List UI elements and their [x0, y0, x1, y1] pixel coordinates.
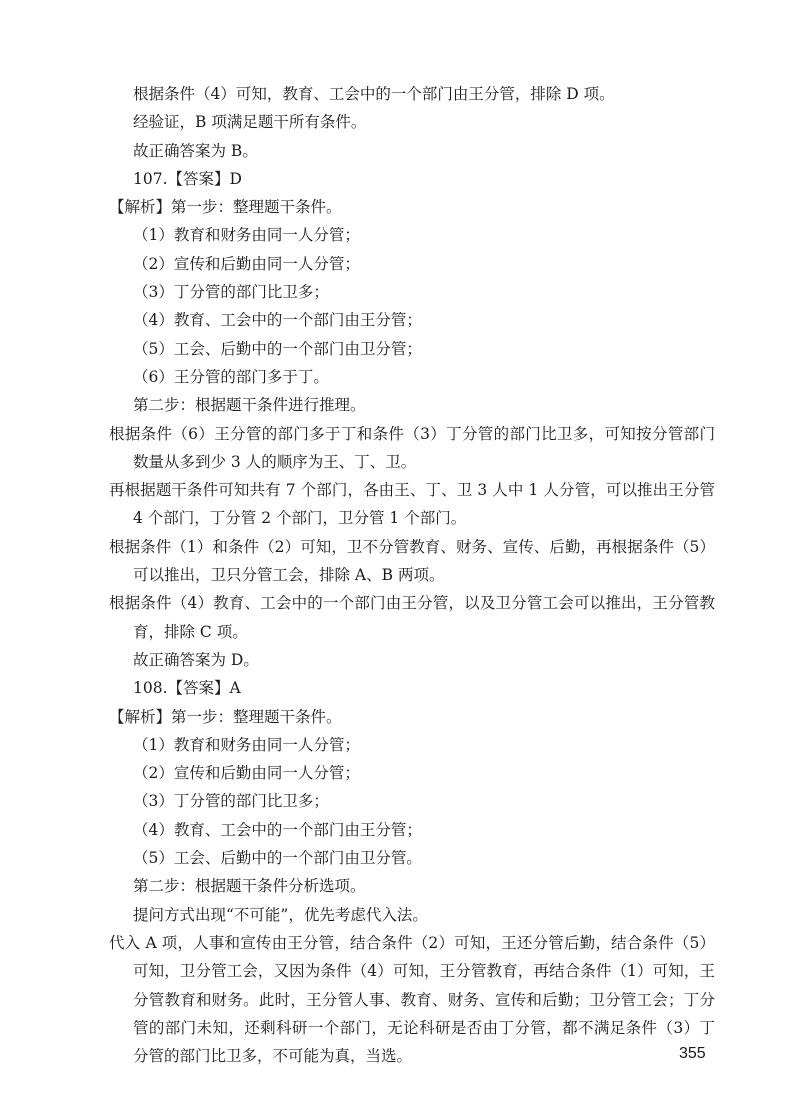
reasoning-107-4: 根据条件（4）教育、工会中的一个部门由王分管，以及卫分管工会可以推出，王分管教育，排除 C 项。	[109, 594, 715, 641]
paragraph-2: 经验证，B 项满足题干所有条件。	[133, 113, 367, 132]
answer-107-heading: 107.【答案】D	[133, 169, 242, 188]
paragraph-1: 根据条件（4）可知，教育、工会中的一个部门由王分管，排除 D 项。	[133, 85, 615, 103]
condition-107-5: （5）工会、后勤中的一个部门由卫分管；	[133, 339, 422, 358]
condition-107-4: （4）教育、工会中的一个部门由王分管；	[133, 311, 422, 330]
page-body	[109, 80, 715, 1070]
answer-108-heading: 108.【答案】A	[133, 679, 241, 698]
step-2-107: 第二步：根据题干条件进行推理。	[133, 396, 366, 415]
condition-107-1: （1）教育和财务由同一人分管；	[133, 226, 360, 245]
step-2-108: 第二步：根据题干条件分析选项。	[133, 877, 366, 896]
condition-108-5: （5）工会、后勤中的一个部门由卫分管。	[133, 849, 422, 868]
condition-108-2: （2）宣传和后勤由同一人分管；	[133, 764, 360, 783]
condition-107-3: （3）丁分管的部门比卫多；	[133, 283, 329, 302]
analysis-108-heading: 【解析】第一步：整理题干条件。	[109, 707, 342, 726]
reasoning-107-2: 再根据题干条件可知共有 7 个部门，各由王、丁、卫 3 人中 1 人分管，可以推出王分管 4 个部门，丁分管 2 个部门，卫分管 1 个部门。	[109, 481, 715, 528]
condition-108-3: （3）丁分管的部门比卫多；	[133, 792, 329, 811]
reasoning-107-1: 根据条件（6）王分管的部门多于丁和条件（3）丁分管的部门比卫多，可知按分管部门数量从多到少 3 人的顺序为王、丁、卫。	[109, 424, 715, 471]
condition-108-4: （4）教育、工会中的一个部门由王分管；	[133, 820, 422, 839]
condition-108-1: （1）教育和财务由同一人分管；	[133, 735, 360, 754]
reasoning-108: 代入 A 项，人事和宣传由王分管，结合条件（2）可知，王还分管后勤，结合条件（5）可知，卫分管工会，又因为条件（4）可知，王分管教育，再结合条件（1）可知，王分管教育和财务。此时，王分管人事、教育、财务、宣传和后勤；卫分管工会；丁分管的部门未知，还剩科研一个部门，无论科研是否由丁分管，都不满足条件（3）丁分管的部门比卫多，不可能为真，当选。	[109, 933, 715, 1066]
paragraph-3: 故正确答案为 B。	[133, 141, 258, 160]
condition-107-2: （2）宣传和后勤由同一人分管；	[133, 254, 360, 273]
reasoning-107-3: 根据条件（1）和条件（2）可知，卫不分管教育、财务、宣传、后勤，再根据条件（5）可以推出，卫只分管工会，排除 A、B 两项。	[109, 537, 715, 585]
analysis-107-heading: 【解析】第一步：整理题干条件。	[109, 198, 342, 217]
condition-107-6: （6）王分管的部门多于丁。	[133, 367, 329, 386]
method-108: 提问方式出现“不可能”，优先考虑代入法。	[133, 905, 428, 924]
page-number: 355	[679, 1045, 706, 1062]
conclusion-107: 故正确答案为 D。	[133, 650, 259, 669]
